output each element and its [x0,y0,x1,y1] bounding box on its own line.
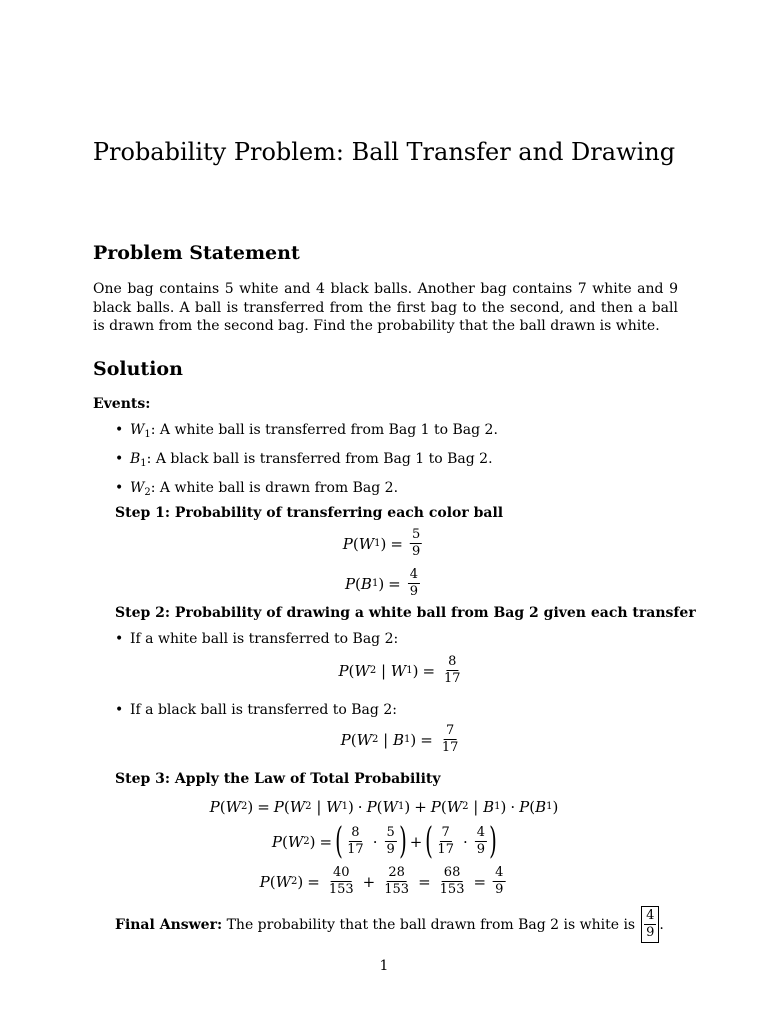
boxed-answer [641,906,659,943]
problem-text: One bag contains 5 white and 4 black balls. Another bag contains 7 white and 9 black balls. A ball is transferred from the first bag to the second, and then a ball is drawn from the second bag. Find the probability that the ball drawn is white. [93,281,678,335]
fraction: $\frac{8}{17}$ [347,825,364,857]
fraction: $\frac{5}{9}$ [386,825,395,857]
fraction: $\frac{28}{153}$ [384,865,410,897]
problem-heading: Problem Statement [93,242,300,264]
page-number: 1 [379,958,389,974]
final-answer-label: Final Answer: [115,916,223,933]
fraction: $\frac{7}{17}$ [441,723,459,755]
equation-p-w1: P ( W 1 ) = $\frac{5}{9}$ [342,527,421,559]
step3-label: Step 3: Apply the Law of Total Probability [115,771,441,787]
fraction: $\frac{4}{9}$ [646,908,655,940]
fraction: $\frac{5}{9}$ [411,527,421,559]
document-title: Probability Problem: Ball Transfer and Drawing [92,138,676,166]
event-item: • $W_2$: A white ball is drawn from Bag 2. [115,480,399,498]
bullet: • [115,480,124,496]
equation-result: P ( W 2 ) = $\frac{40}{153}$ + $\frac{28}{153}$ = $\frac{68}{153}$ = $\frac{4}{9}$ [259,865,504,897]
solution-heading: Solution [93,358,183,380]
case-item: • If a black ball is transferred to Bag 2: [115,702,397,718]
event-item: • $W_1$: A white ball is transferred from Bag 1 to Bag 2. [115,422,498,440]
final-answer: Final Answer: The probability that the ball drawn from Bag 2 is white is $\frac{4}{9}$ . [115,906,664,943]
step2-label: Step 2: Probability of drawing a white ball from Bag 2 given each transfer [115,605,696,621]
bullet: • [115,451,124,467]
case-item: • If a white ball is transferred to Bag 2: [115,631,399,647]
equation-substitution: P ( W 2 ) = ( $\frac{8}{17}$ · $\frac{5}{9}$ ) + ( $\frac{7}{17}$ · $\frac{4}{9}$ ) [271,820,497,862]
bullet: • [115,702,124,718]
fraction: $\frac{40}{153}$ [328,865,354,897]
fraction: $\frac{4}{9}$ [495,865,504,897]
bullet: • [115,631,124,647]
equation-total-probability: P ( W 2 ) = P ( W 2 | W 1 ) · P ( W 1 ) + P ( W 2 | B 1 ) · P ( B 1 ) [209,798,559,816]
equation-p-b1: P ( B 1 ) = $\frac{4}{9}$ [344,567,419,599]
step1-label: Step 1: Probability of transferring each color ball [115,505,504,521]
fraction: $\frac{7}{17}$ [437,825,454,857]
final-answer-text: The probability that the ball drawn from Bag 2 is white is [226,916,636,933]
equation-p-w2-given-b1: P ( W 2 | B 1 ) = $\frac{7}{17}$ [340,723,459,755]
fraction: $\frac{4}{9}$ [409,567,419,599]
fraction: $\frac{8}{17}$ [444,654,461,686]
fraction: $\frac{4}{9}$ [476,825,486,857]
fraction: $\frac{68}{153}$ [439,865,465,897]
equation-p-w2-given-w1: P ( W 2 | W 1 ) = $\frac{8}{17}$ [338,654,461,686]
bullet: • [115,422,124,438]
events-label: Events: [93,396,151,412]
event-item: • $B_1$: A black ball is transferred from Bag 1 to Bag 2. [115,451,493,469]
